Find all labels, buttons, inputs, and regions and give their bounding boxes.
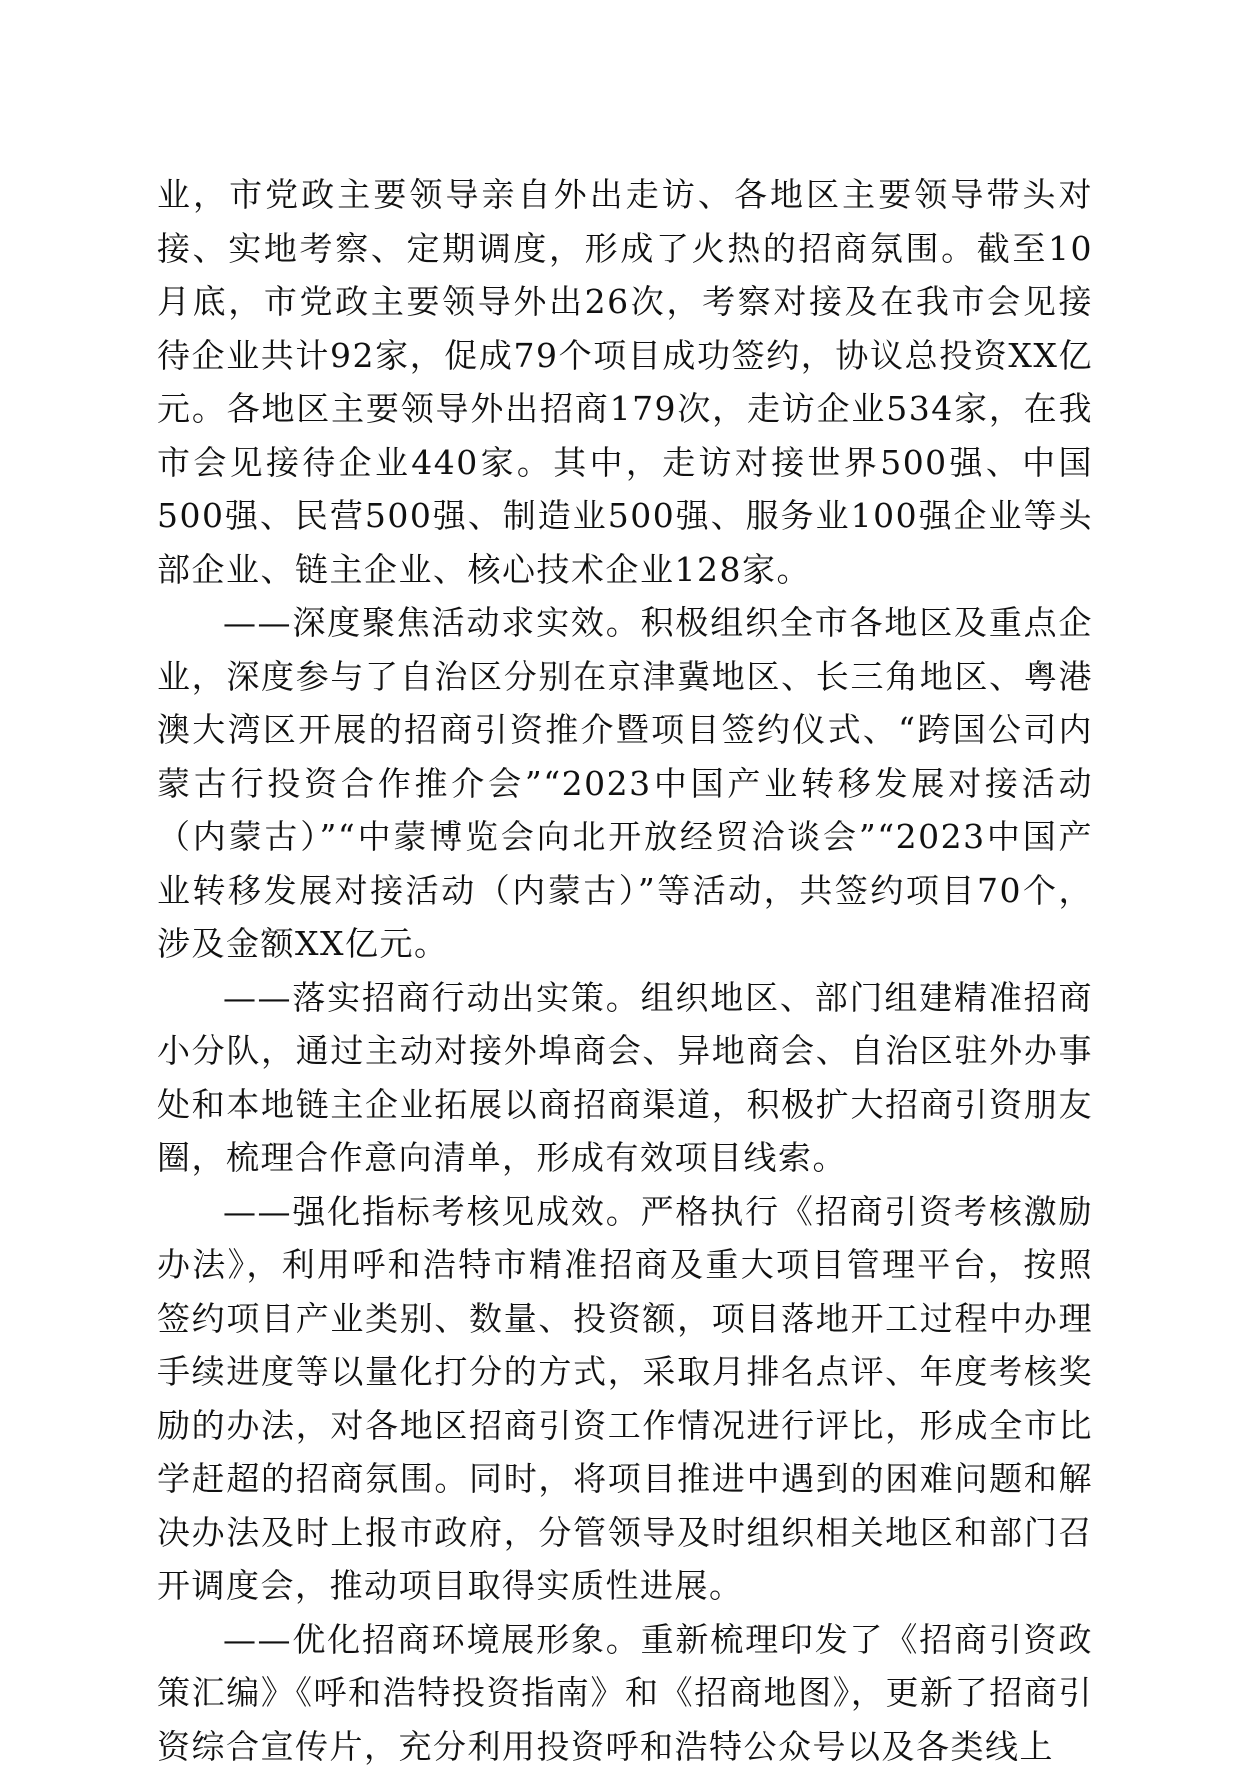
paragraph-activities-effectiveness: ——深度聚焦活动求实效。积极组织全市各地区及重点企业，深度参与了自治区分别在京津冀地区、长三角地区、粤港澳大湾区开展的招商引资推介暨项目签约仪式、“跨国公司内蒙古行投资合作推介会”“2023中国产业转移发展对接活动（内蒙古）”“中蒙博览会向北开放经贸洽谈会”“2023中国产业转移发展对接活动（内蒙古）”等活动，共签约项目70个，涉及金额XX亿元。 xyxy=(157,596,1093,971)
paragraph-continued-investment-visits: 业，市党政主要领导亲自外出走访、各地区主要领导带头对接、实地考察、定期调度，形成了火热的招商氛围。截至10月底，市党政主要领导外出26次，考察对接及在我市会见接待企业共计92家，促成79个项目成功签约，协议总投资XX亿元。各地区主要领导外出招商179次，走访企业534家，在我市会见接待企业440家。其中，走访对接世界500强、中国500强、民营500强、制造业500强、服务业100强企业等头部企业、链主企业、核心技术企业128家。 xyxy=(157,168,1093,596)
paragraph-investment-actions: ——落实招商行动出实策。组织地区、部门组建精准招商小分队，通过主动对接外埠商会、异地商会、自治区驻外办事处和本地链主企业拓展以商招商渠道，积极扩大招商引资朋友圈，梳理合作意向清单，形成有效项目线索。 xyxy=(157,971,1093,1185)
paragraph-investment-environment: ——优化招商环境展形象。重新梳理印发了《招商引资政策汇编》《呼和浩特投资指南》和《招商地图》，更新了招商引资综合宣传片，充分利用投资呼和浩特公众号以及各类线上 xyxy=(157,1613,1093,1773)
document-body xyxy=(157,168,1093,1773)
paragraph-assessment-indicators: ——强化指标考核见成效。严格执行《招商引资考核激励办法》，利用呼和浩特市精准招商及重大项目管理平台，按照签约项目产业类别、数量、投资额，项目落地开工过程中办理手续进度等以量化打分的方式，采取月排名点评、年度考核奖励的办法，对各地区招商引资工作情况进行评比，形成全市比学赶超的招商氛围。同时，将项目推进中遇到的困难问题和解决办法及时上报市政府，分管领导及时组织相关地区和部门召开调度会，推动项目取得实质性进展。 xyxy=(157,1185,1093,1613)
